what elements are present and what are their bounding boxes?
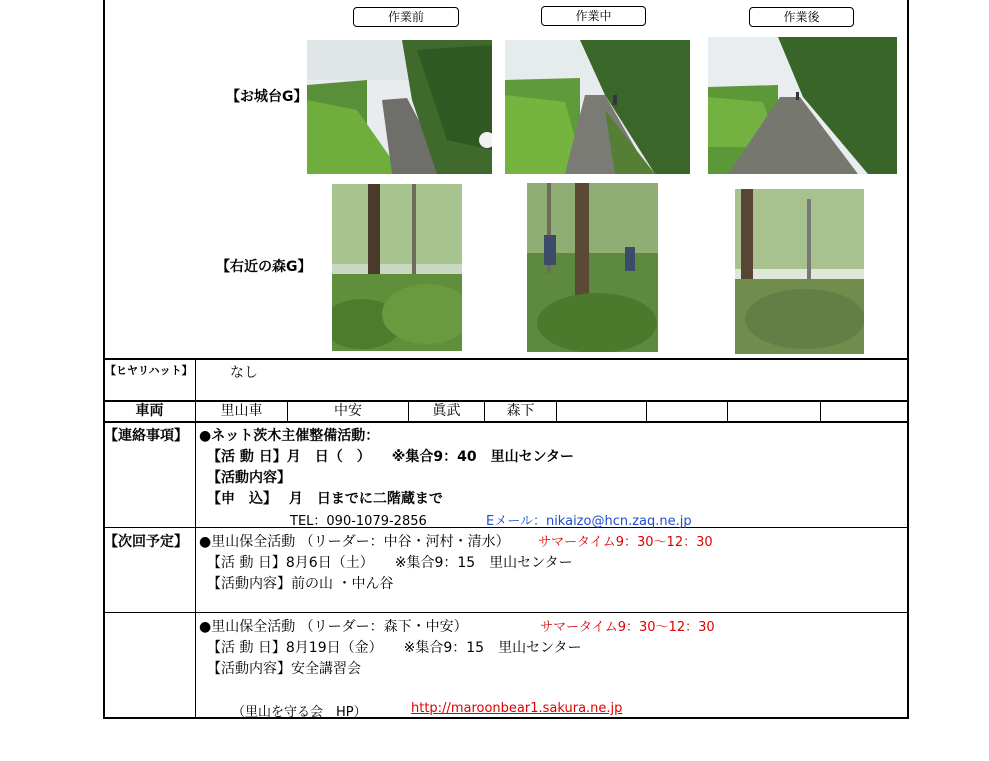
rule-event1-bottom	[103, 612, 909, 613]
photo-oshirodai-before	[307, 40, 492, 174]
rule-vehicle-bottom	[103, 421, 909, 423]
photo-oshirodai-during	[505, 40, 690, 174]
vehicle-cell: 中安	[334, 403, 362, 419]
vehicle-label: 車両	[135, 403, 164, 419]
vehicle-divider	[727, 401, 728, 422]
photo-ukon-during	[527, 183, 658, 352]
frame-bottom	[103, 717, 909, 719]
vehicle-cell: 眞武	[432, 403, 461, 419]
photo-oshirodai-after	[708, 37, 897, 174]
contact-label: 【連絡事項】	[104, 428, 188, 444]
header-after: 作業後	[749, 7, 854, 27]
contact-line: 【活動内容】	[207, 470, 291, 486]
vehicle-divider	[646, 401, 647, 422]
event2-content: 【活動内容】安全講習会	[207, 661, 361, 677]
vehicle-cell: 里山車	[220, 403, 263, 419]
vehicle-divider	[820, 401, 821, 422]
photo-ukon-after	[735, 189, 864, 354]
group-label-oshirodai: 【お城台G】	[226, 89, 308, 105]
contact-line: 【活 動 日】月 日（ ） ※集合9：40 里山センター	[207, 449, 575, 465]
hp-label: （里山を守る会 HP）	[232, 705, 367, 720]
vehicle-divider	[556, 401, 557, 422]
vehicle-cell: 森下	[506, 403, 535, 419]
event1-date: 【活 動 日】8月6日（土） ※集合9：15 里山センター	[207, 555, 573, 571]
rule-photo-bottom	[103, 358, 909, 360]
header-before: 作業前	[353, 7, 459, 27]
event1-title: ●里山保全活動 （リーダー：中谷・河村・清水）	[199, 534, 510, 550]
event2-summer-time: サマータイム9：30〜12：30	[540, 620, 715, 635]
hiyari-label: 【ヒヤリハット】	[105, 364, 193, 377]
contact-email: Eメール：nikaizo@hcn.zaq.ne.jp	[486, 514, 692, 529]
contact-line: 【申 込】 月 日までに二階蔵まで	[207, 491, 443, 507]
hiyari-value: なし	[230, 365, 258, 381]
contact-tel: TEL：090-1079-2856	[290, 514, 427, 529]
event1-summer-time: サマータイム9：30〜12：30	[538, 535, 713, 550]
event2-date: 【活 動 日】8月19日（金） ※集合9：15 里山センター	[207, 640, 582, 656]
group-label-ukon: 【右近の森G】	[216, 259, 312, 275]
event1-content: 【活動内容】前の山 ・中ん谷	[207, 576, 394, 592]
next-schedule-label: 【次回予定】	[104, 534, 188, 550]
header-during: 作業中	[541, 6, 646, 26]
contact-line: ●ネット茨木主催整備活動：	[199, 428, 380, 444]
hp-link[interactable]: http://maroonbear1.sakura.ne.jp	[411, 701, 623, 716]
photo-ukon-before	[332, 184, 462, 351]
event2-title: ●里山保全活動 （リーダー：森下・中安）	[199, 619, 468, 635]
